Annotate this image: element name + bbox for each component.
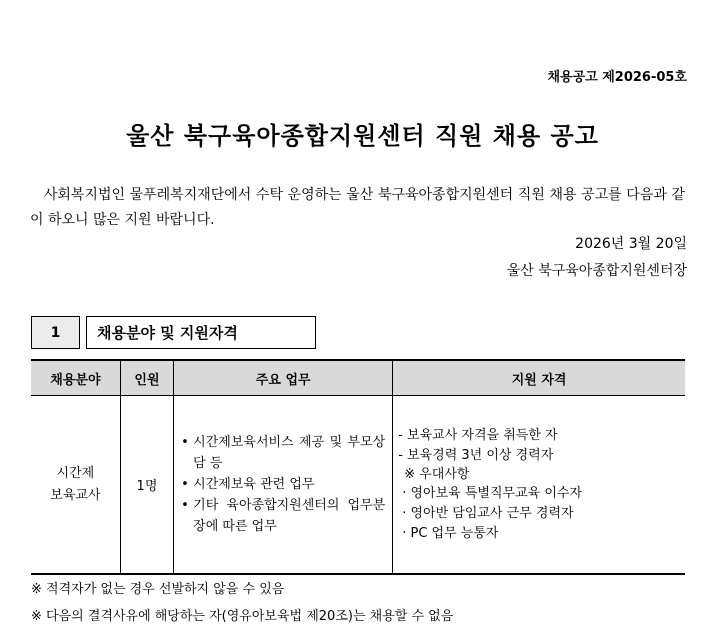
preference-title: ※ 우대사항	[404, 466, 470, 482]
section-number: 1	[31, 316, 80, 349]
field-line: 시간제	[56, 465, 95, 481]
intro-paragraph	[30, 183, 685, 233]
notice-number: 채용공고 제2026-05호	[547, 70, 687, 85]
header-duties: 주요 업무	[174, 360, 393, 396]
list-item: - 보육경력 3년 이상 경력자	[398, 447, 554, 463]
qualification-list	[394, 426, 684, 466]
list-item: • 기타 육아종합지원센터의 업무분장에 따른 업무	[181, 495, 385, 537]
list-item: · PC 업무 능통자	[402, 525, 499, 541]
issuer-name: 울산 북구육아종합지원센터장	[506, 263, 687, 279]
header-qualifications: 지원 자격	[393, 360, 685, 396]
page-title: 울산 북구육아종합지원센터 직원 채용 공고	[126, 122, 599, 150]
recruitment-table	[31, 359, 685, 575]
table-row	[31, 396, 685, 575]
list-item: • 시간제보육서비스 제공 및 부모상담 등	[181, 432, 385, 474]
list-item: · 영아보육 특별직무교육 이수자	[402, 485, 583, 501]
header-count: 인원	[120, 360, 173, 396]
list-item: · 영아반 담임교사 근무 경력자	[402, 505, 574, 521]
cell-duties	[174, 396, 393, 575]
duties-list	[175, 432, 391, 537]
cell-qualifications	[393, 396, 685, 575]
list-item: • 시간제보육 관련 업무	[181, 474, 385, 495]
note-no-candidate: ※ 적격자가 없는 경우 선발하지 않을 수 있음	[31, 582, 285, 597]
section-title: 채용분야 및 지원자격	[86, 316, 316, 349]
table-header-row	[31, 360, 685, 396]
notice-date: 2026년 3월 20일	[575, 236, 687, 252]
field-line: 보육교사	[50, 487, 101, 503]
list-item: - 보육교사 자격을 취득한 자	[398, 427, 558, 443]
cell-count: 1명	[120, 396, 173, 575]
header-field: 채용분야	[31, 360, 120, 396]
intro-text: 사회복지법인 물푸레복지재단에서 수탁 운영하는 울산 북구육아종합지원센터 직원 채용 공고를 다음과 같이 하오니 많은 지원 바랍니다.	[30, 187, 685, 228]
cell-field	[31, 396, 120, 575]
note-disqualification: ※ 다음의 결격사유에 해당하는 자(영유아보육법 제20조)는 채용할 수 없음	[31, 609, 454, 624]
preference-list	[394, 484, 684, 544]
